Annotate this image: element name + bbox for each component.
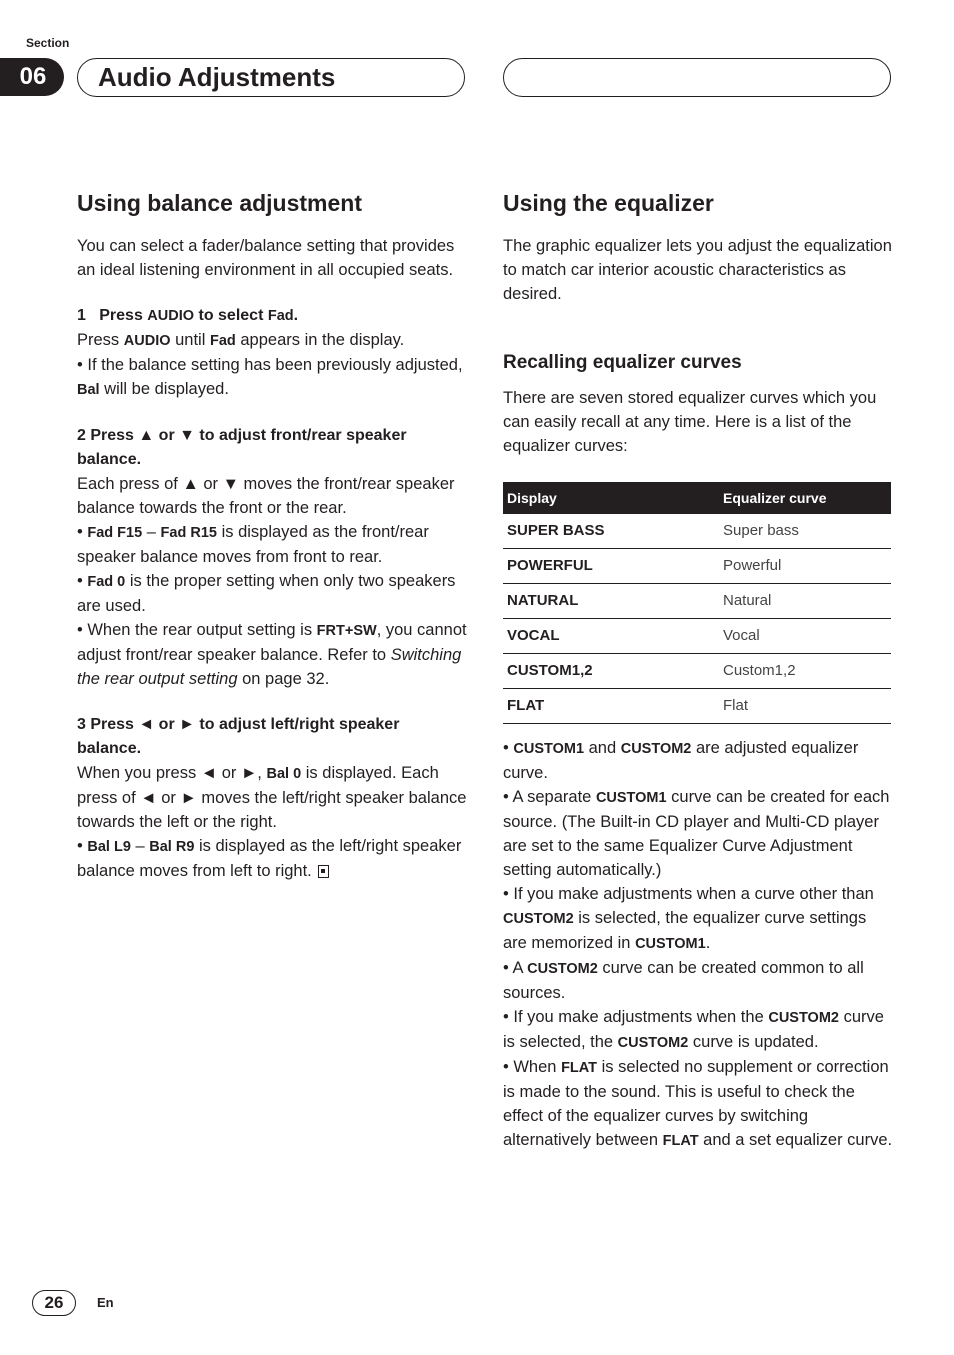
step-1-title: 1 Press AUDIO to select Fad. xyxy=(77,307,299,324)
equalizer-heading: Using the equalizer xyxy=(503,190,714,216)
balance-intro: You can select a fader/balance setting that provides an ideal listening environment in all occupied seats. xyxy=(77,237,455,279)
step-3-title: 3 Press ◄ or ► to adjust left/right speaker balance. xyxy=(77,716,400,757)
table-row xyxy=(503,514,891,549)
equalizer-curve-table xyxy=(503,482,891,724)
table-row xyxy=(503,584,891,619)
eq-note-2: • A separate CUSTOM1 curve can be created for each source. (The Built-in CD player and Multi-CD player are set to the same Equalizer Curve Adjustment setting automatically.) xyxy=(503,788,890,879)
display-cell: NATURAL xyxy=(503,584,719,619)
eq-note-6: • When FLAT is selected no supplement or correction is made to the sound. This is useful to check the effect of the equalizer curves by switching alternatively between FLAT and a set equalizer curve. xyxy=(503,1058,893,1149)
recall-curves-intro: There are seven stored equalizer curves which you can easily recall at any time. Here is a list of the equalizer curves: xyxy=(503,389,877,455)
step-2-note-2: • Fad 0 is the proper setting when only two speakers are used. xyxy=(77,572,456,615)
cross-reference-link: Switching the rear output setting xyxy=(77,646,462,688)
display-cell: VOCAL xyxy=(503,619,719,654)
step-2-title: 2 Press ▲ or ▼ to adjust front/rear speaker balance. xyxy=(77,427,407,468)
display-cell: CUSTOM1,2 xyxy=(503,654,719,689)
display-cell: SUPER BASS xyxy=(503,514,719,549)
column-header-display: Display xyxy=(503,482,719,514)
equalizer-intro: The graphic equalizer lets you adjust the equalization to match car interior acoustic characteristics as desired. xyxy=(503,237,892,303)
curve-cell: Super bass xyxy=(719,514,891,549)
table-header-row xyxy=(503,482,891,514)
eq-note-1: • CUSTOM1 and CUSTOM2 are adjusted equalizer curve. xyxy=(503,739,859,782)
step-1-note: • If the balance setting has been previously adjusted, Bal will be displayed. xyxy=(77,356,463,398)
balance-heading: Using balance adjustment xyxy=(77,190,363,216)
header-right-frame xyxy=(503,58,891,97)
table-row xyxy=(503,689,891,724)
step-1-body: Press AUDIO until Fad appears in the display. xyxy=(77,331,405,349)
table-row xyxy=(503,654,891,689)
table-row xyxy=(503,549,891,584)
end-of-section-icon xyxy=(318,865,329,878)
table-row xyxy=(503,619,891,654)
step-2-note-3: • When the rear output setting is FRT+SW, you cannot adjust front/rear speaker balance. Refer to Switching the rear output setting on page 32. xyxy=(77,621,467,688)
curve-cell: Vocal xyxy=(719,619,891,654)
right-column xyxy=(503,186,893,1153)
display-cell: FLAT xyxy=(503,689,719,724)
eq-note-3: • If you make adjustments when a curve other than CUSTOM2 is selected, the equalizer curve settings are memorized in CUSTOM1. xyxy=(503,885,874,952)
display-cell: POWERFUL xyxy=(503,549,719,584)
page-number: 26 xyxy=(32,1290,76,1316)
section-number-badge: 06 xyxy=(0,58,64,96)
left-column xyxy=(77,186,467,883)
column-header-curve: Equalizer curve xyxy=(719,482,891,514)
recall-curves-heading: Recalling equalizer curves xyxy=(503,352,742,373)
curve-cell: Powerful xyxy=(719,549,891,584)
chapter-title: Audio Adjustments xyxy=(77,58,465,97)
step-2-body: Each press of ▲ or ▼ moves the front/rear speaker balance towards the front or the rear. xyxy=(77,475,455,517)
curve-cell: Flat xyxy=(719,689,891,724)
curve-cell: Natural xyxy=(719,584,891,619)
curve-cell: Custom1,2 xyxy=(719,654,891,689)
eq-note-5: • If you make adjustments when the CUSTOM2 curve is selected, the CUSTOM2 curve is updated. xyxy=(503,1008,884,1051)
eq-note-4: • A CUSTOM2 curve can be created common to all sources. xyxy=(503,959,864,1002)
section-label: Section xyxy=(26,36,70,50)
step-2-note-1: • Fad F15 – Fad R15 is displayed as the front/rear speaker balance moves from front to rear. xyxy=(77,523,429,566)
language-code: En xyxy=(97,1295,114,1310)
step-3-note: • Bal L9 – Bal R9 is displayed as the left/right speaker balance moves from left to right. xyxy=(77,837,462,880)
step-3-body: When you press ◄ or ►, Bal 0 is displayed. Each press of ◄ or ► moves the left/right speaker balance towards the left or the right. xyxy=(77,764,467,831)
